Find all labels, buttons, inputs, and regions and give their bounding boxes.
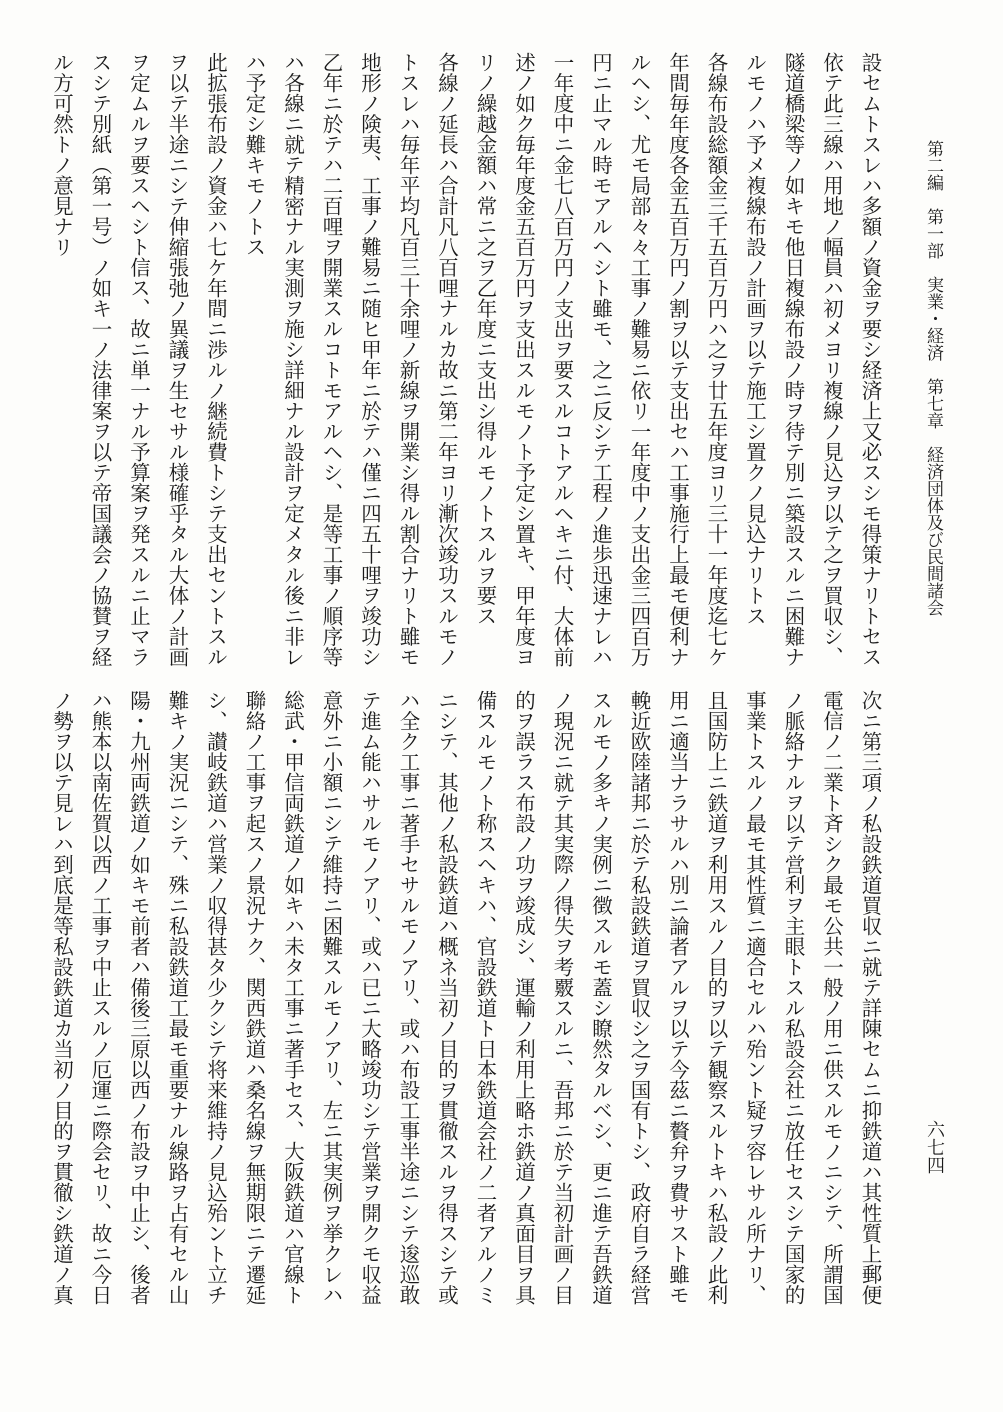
text-line: 総武・甲信両鉄道ノ如キハ未タ工事ニ著手セス、大阪鉄道ハ官線ト <box>280 690 305 1305</box>
text-line: スシテ別紙（第一号）ノ如キ一ノ法律案ヲ以テ帝国議会ノ協賛ヲ経 <box>88 52 112 667</box>
text-line: 設セムトスレハ多額ノ資金ヲ要シ経済上又必スシモ得策ナリトセス <box>858 52 882 667</box>
page-number: 六七四 <box>924 1120 945 1174</box>
text-line: 各線ノ延長ハ合計凡八百哩ナルカ故ニ第二年ヨリ漸次竣功スルモノ <box>434 52 459 667</box>
text-line: 次ニ第三項ノ私設鉄道買収ニ就テ詳陳セムニ抑鉄道ハ其性質上郵便 <box>858 690 882 1305</box>
text-line: リノ繰越金額ハ常ニ之ヲ乙年度ニ支出シ得ルモノトスルヲ要ス <box>473 52 497 626</box>
text-line: 此拡張布設ノ資金ハ七ケ年間ニ渉ルノ継続費トシテ支出セントスル <box>203 52 228 667</box>
text-line: 年間毎年度各金五百万円ノ割ヲ以テ支出セハ工事施行上最モ便利ナ <box>665 52 690 667</box>
text-line: 地形ノ険夷、工事ノ難易ニ随ヒ甲年ニ於テハ僅ニ四五十哩ヲ竣功シ <box>357 52 382 667</box>
text-line: ハ予定シ難キモノトス <box>242 52 266 257</box>
text-line: ハ全ク工事ニ著手セサルモノアリ、或ハ布設工事半途ニシテ逡巡敢 <box>396 690 420 1305</box>
text-line: 陽・九州両鉄道ノ如キモ前者ハ備後三原以西ノ布設ヲ中止シ、後者 <box>126 690 151 1305</box>
lower-text-block <box>42 690 889 1310</box>
text-line: 輓近欧陸諸邦ニ於テ私設鉄道ヲ買収シ之ヲ国有トシ、政府自ラ経営 <box>627 690 651 1305</box>
text-line: 一年度中ニ金七八百万円ノ支出ヲ要スルコトアルヘキニ付、大体前 <box>550 52 574 667</box>
text-line: スルモノ多キノ実例ニ徴スルモ蓋シ瞭然タルベシ、更ニ進テ吾鉄道 <box>588 690 613 1305</box>
text-line: 且国防上ニ鉄道ヲ利用スルノ目的ヲ以テ観察スルトキハ私設ノ此利 <box>704 690 728 1305</box>
text-line: ルモノハ予メ複線布設ノ計画ヲ以テ施工シ置クノ見込ナリトス <box>742 52 767 626</box>
text-line: ルヘシ、尤モ局部々々工事ノ難易ニ依リ一年度中ノ支出金三四百万 <box>627 52 651 667</box>
running-head: 第二編 第一部 実業・経済 第七章 経済団体及び民間諸会 <box>923 140 943 616</box>
text-line: ハ各線ニ就テ精密ナル実測ヲ施シ詳細ナル設計ヲ定メタル後ニ非レ <box>280 52 305 667</box>
text-line: 電信ノ二業ト斉シク最モ公共一般ノ用ニ供スルモノニシテ、所謂国 <box>819 690 844 1305</box>
text-line: ノ現況ニ就テ其実際ノ得失ヲ考覈スルニ、吾邦ニ於テ当初計画ノ目 <box>550 690 574 1305</box>
text-line: 隧道橋梁等ノ如キモ他日複線布設ノ時ヲ待テ別ニ築設スルニ困難ナ <box>781 52 805 667</box>
upper-text-block <box>42 52 889 667</box>
text-line: ノ勢ヲ以テ見レハ到底是等私設鉄道カ当初ノ目的ヲ貫徹シ鉄道ノ真 <box>49 690 74 1305</box>
text-line: ノ脈絡ナルヲ以テ営利ヲ主眼トスル私設会社ニ放任セスシテ国家的 <box>781 690 805 1305</box>
text-line: 各線布設総額金三千五百万円ハ之ヲ廿五年度ヨリ三十一年度迄七ケ <box>704 52 728 667</box>
text-line: 乙年ニ於テハ二百哩ヲ開業スルコトモアルヘシ、是等工事ノ順序等 <box>319 52 343 667</box>
text-line: 用ニ適当ナラサルハ別ニ論者アルヲ以テ今茲ニ贅弁ヲ費サスト雖モ <box>665 690 690 1305</box>
text-line: 意外ニ小額ニシテ維持ニ困難スルモノアリ、左ニ其実例ヲ挙クレハ <box>319 690 343 1305</box>
text-line: 聯絡ノ工事ヲ起スノ景況ナク、関西鉄道ハ桑名線ヲ無期限ニテ遷延 <box>242 690 266 1305</box>
text-line: 的ヲ誤ラス布設ノ功ヲ竣成シ、運輸ノ利用上略ホ鉄道ノ真面目ヲ具 <box>511 690 536 1305</box>
text-line: 円ニ止マル時モアルヘシト雖モ、之ニ反シテ工程ノ進歩迅速ナレハ <box>588 52 613 667</box>
text-line: 依テ此三線ハ用地ノ幅員ハ初メヨリ複線ノ見込ヲ以テ之ヲ買収シ、 <box>819 52 844 667</box>
text-line: トスレハ毎年平均凡百三十余哩ノ新線ヲ開業シ得ル割合ナリト雖モ <box>396 52 420 667</box>
text-line: シ、讃岐鉄道ハ営業ノ収得甚タ少クシテ将来維持ノ見込殆ント立チ <box>203 690 228 1305</box>
text-line: ニシテ、其他ノ私設鉄道ハ概ネ当初ノ目的ヲ貫徹スルヲ得スシテ或 <box>434 690 459 1305</box>
text-line: 述ノ如ク毎年度金五百万円ヲ支出スルモノト予定シ置キ、甲年度ヨ <box>511 52 536 667</box>
text-line: テ進ム能ハサルモノアリ、或ハ已ニ大略竣功シテ営業ヲ開クモ収益 <box>357 690 382 1305</box>
text-line: ヲ以テ半途ニシテ伸縮張弛ノ異議ヲ生セサル様確乎タル大体ノ計画 <box>165 52 189 667</box>
text-line: ヲ定ムルヲ要スヘシト信ス、故ニ単一ナル予算案ヲ発スルニ止マラ <box>126 52 151 667</box>
text-line: ル方可然トノ意見ナリ <box>49 52 74 257</box>
text-line: 事業トスルノ最モ其性質ニ適合セルハ殆ント疑ヲ容レサル所ナリ、 <box>742 690 767 1305</box>
text-line: ハ熊本以南佐賀以西ノ工事ヲ中止スルノ厄運ニ際会セリ、故ニ今日 <box>88 690 112 1305</box>
text-line: 難キノ実況ニシテ、殊ニ私設鉄道工最モ重要ナル線路ヲ占有セル山 <box>165 690 189 1305</box>
text-line: 備スルモノト称スヘキハ、官設鉄道ト日本鉄道会社ノ二者アルノミ <box>473 690 497 1305</box>
